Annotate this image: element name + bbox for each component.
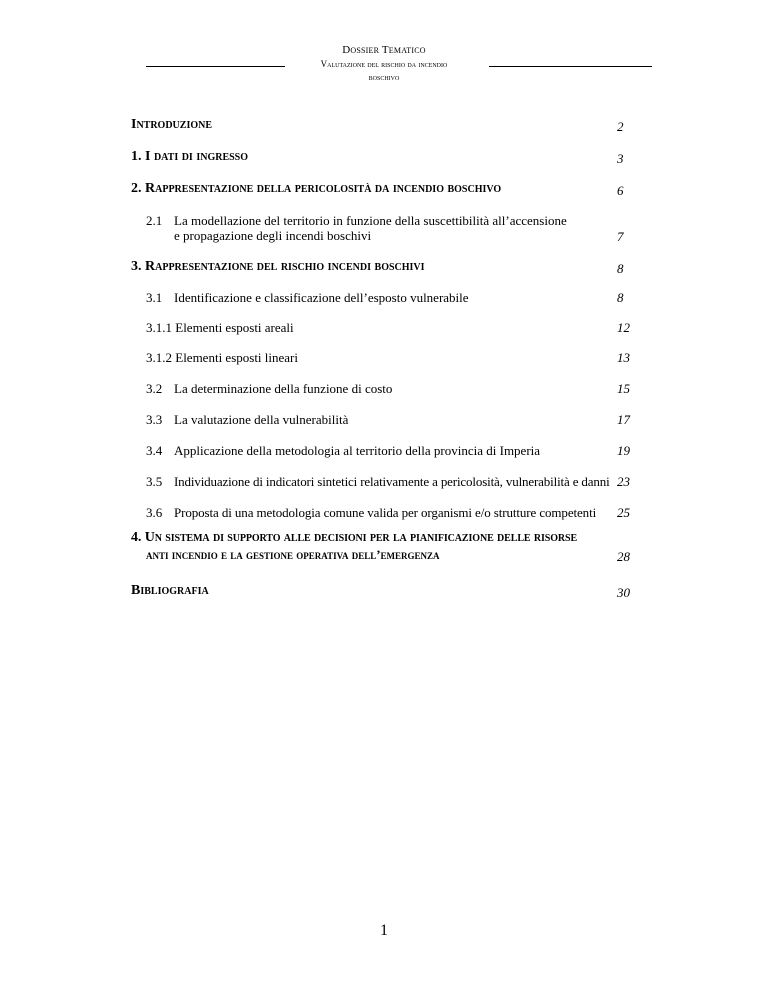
toc-page-number: 8 bbox=[617, 290, 624, 305]
toc-entry-section-3-1[interactable] bbox=[0, 290, 768, 310]
header-subtitle: Valutazione del rischio da incendio bbox=[320, 59, 448, 69]
toc-page-number: 6 bbox=[617, 183, 624, 198]
toc-entry-section-3-3[interactable] bbox=[0, 412, 768, 432]
toc-page-number: 15 bbox=[617, 381, 630, 396]
toc-entry-title: 3. Rappresentazione del rischio incendi boschivi bbox=[131, 259, 425, 274]
toc-page-number: 19 bbox=[617, 443, 630, 458]
toc-entry-title-line2: e propagazione degli incendi boschivi bbox=[174, 228, 372, 243]
toc-entry-title: Identificazione e classificazione dell’esposto vulnerabile bbox=[174, 290, 469, 305]
toc-entry-title: La determinazione della funzione di costo bbox=[174, 381, 393, 396]
toc-entry-bibliografia[interactable] bbox=[0, 583, 768, 603]
toc-entry-section-3-1-2[interactable] bbox=[0, 350, 768, 370]
toc-page-number: 17 bbox=[617, 412, 630, 427]
toc-entry-section-1[interactable] bbox=[0, 149, 768, 169]
toc-page-number: 12 bbox=[617, 320, 630, 335]
toc-page-number: 30 bbox=[617, 585, 630, 600]
toc-page-number: 2 bbox=[617, 119, 624, 134]
toc-entry-title: Introduzione bbox=[131, 117, 213, 132]
toc-entry-title: 1. I dati di ingresso bbox=[131, 149, 249, 164]
toc-entry-section-2-1[interactable] bbox=[0, 213, 768, 249]
toc-entry-title-line2: anti incendio e la gestione operativa dell’emergenza bbox=[146, 547, 440, 562]
header-subtitle-line2: boschivo bbox=[368, 72, 400, 82]
toc-entry-number: 3.5 bbox=[146, 474, 163, 489]
toc-entry-title: 3.1.2 Elementi esposti lineari bbox=[146, 350, 298, 365]
toc-entry-number: 3.3 bbox=[146, 412, 163, 427]
toc-entry-section-3[interactable] bbox=[0, 259, 768, 279]
toc-entry-title: Applicazione della metodologia al territorio della provincia di Imperia bbox=[174, 443, 541, 458]
toc-entry-section-3-1-1[interactable] bbox=[0, 320, 768, 340]
toc-entry-title: Individuazione di indicatori sintetici relativamente a pericolosità, vulnerabilità e danni bbox=[174, 474, 610, 489]
toc-page-number: 7 bbox=[617, 229, 624, 244]
toc-page-number: 8 bbox=[617, 261, 624, 276]
toc-entry-section-3-5[interactable] bbox=[0, 474, 768, 494]
toc-entry-section-3-2[interactable] bbox=[0, 381, 768, 401]
toc-page-number: 25 bbox=[617, 505, 630, 520]
toc-entry-number: 3.2 bbox=[146, 381, 163, 396]
toc-entry-number: 3.6 bbox=[146, 505, 163, 520]
toc-entry-title: 3.1.1 Elementi esposti areali bbox=[146, 320, 294, 335]
toc-entry-section-3-6[interactable] bbox=[0, 505, 768, 525]
header-rule-right bbox=[489, 66, 652, 67]
header-title: Dossier Tematico bbox=[342, 44, 426, 56]
toc-entry-title: La valutazione della vulnerabilità bbox=[174, 412, 349, 427]
toc-entry-title: 4. Un sistema di supporto alle decisioni per la pianificazione delle risorse bbox=[131, 530, 578, 545]
toc-page-number: 13 bbox=[617, 350, 630, 365]
toc-entry-number: 2.1 bbox=[146, 213, 163, 228]
toc-entry-section-4[interactable] bbox=[0, 530, 768, 566]
toc-page-number: 28 bbox=[617, 549, 630, 564]
toc-entry-introduzione[interactable] bbox=[0, 117, 768, 137]
toc-page-number: 23 bbox=[617, 474, 630, 489]
toc-entry-section-3-4[interactable] bbox=[0, 443, 768, 463]
toc-entry-number: 3.1 bbox=[146, 290, 163, 305]
toc-entry-title: La modellazione del territorio in funzione della suscettibilità all’accensione bbox=[174, 213, 567, 228]
page-number: 1 bbox=[380, 922, 388, 939]
toc-page-number: 3 bbox=[617, 151, 624, 166]
toc-entry-title: Bibliografia bbox=[131, 583, 209, 598]
toc-entry-title: Proposta di una metodologia comune valida per organismi e/o strutture competenti bbox=[174, 505, 597, 520]
toc-entry-number: 3.4 bbox=[146, 443, 163, 458]
toc-entry-section-2[interactable] bbox=[0, 181, 768, 201]
toc-entry-title: 2. Rappresentazione della pericolosità da incendio boschivo bbox=[131, 181, 502, 196]
